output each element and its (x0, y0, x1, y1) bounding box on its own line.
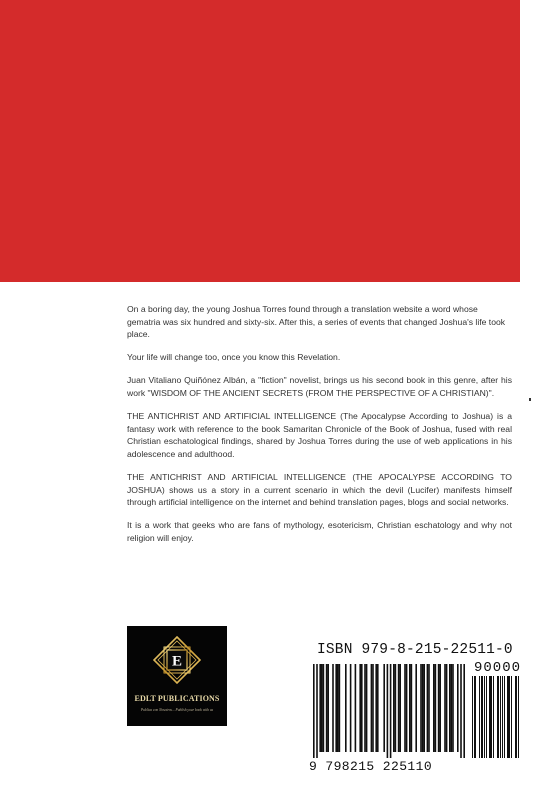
barcode-bar (327, 664, 329, 752)
barcode-bar (420, 664, 422, 752)
barcode-bar (516, 676, 517, 758)
barcode-bar (411, 664, 413, 752)
barcode-bar (393, 664, 395, 752)
barcode-bar (498, 676, 499, 758)
barcode-bar (366, 664, 368, 752)
barcode-bar (335, 664, 337, 752)
barcode-bar (449, 664, 451, 752)
barcode-bar (433, 664, 435, 752)
barcode-bar (361, 664, 363, 752)
barcode-bar (390, 664, 392, 758)
barcode-bar (375, 664, 377, 752)
barcode-bar (345, 664, 347, 752)
barcode-bar (316, 664, 318, 758)
publisher-logo (127, 626, 227, 726)
barcode-bar (493, 676, 494, 758)
barcode-bar (479, 676, 480, 758)
barcode-bar (518, 676, 519, 758)
barcode-bar (323, 664, 325, 752)
barcode-bar (395, 664, 397, 752)
publisher-slogan: Publica con Nosotros... Publish your book with us (140, 708, 214, 712)
barcode-bar (326, 664, 328, 752)
blurb-paragraph-2: Your life will change too, once you know this Revelation. (127, 352, 341, 363)
barcode-bar (399, 664, 401, 752)
barcode-bar (383, 664, 385, 752)
barcode-bar (435, 664, 437, 752)
barcode-bar (489, 676, 490, 758)
barcode-bar (371, 664, 373, 752)
barcode-bar (359, 664, 361, 752)
barcode-bar (472, 676, 473, 758)
ean13-barcode-bars (313, 664, 465, 758)
barcode-bar (404, 664, 406, 752)
publisher-emblem-letter: E (171, 653, 183, 670)
barcode-bar (457, 664, 459, 752)
blurb-paragraph-4: THE ANTICHRIST AND ARTIFICIAL INTELLIGENCE (The Apocalypse According to Joshua) is a fantasy work with reference to the book Samaritan Chronicle of the Book of Joshua, fused with real Christian eschatological findings, shared by Joshua Torres during the use of web applications in his adolescence and adulthood. (127, 411, 512, 459)
back-cover-blurb (127, 303, 512, 555)
blurb-paragraph-3: Juan Vitaliano Quiñónez Albán, a "fiction" novelist, brings us his second book in this genre, after his work "WISDOM OF THE ANCIENT SECRETS (FROM THE PERSPECTIVE OF A CHRISTIAN)". (127, 375, 512, 398)
blurb-paragraph-5: THE ANTICHRIST AND ARTIFICIAL INTELLIGENCE (THE APOCALYPSE ACCORDING TO JOSHUA) shows us a story in a current scenario in which the devil (Lucifer) manifests himself through artificial intelligence on the internet and behind translation pages, blogs and social networks. (127, 471, 512, 508)
barcode-bar (451, 664, 453, 752)
isbn-barcode (307, 636, 522, 776)
barcode-bar (444, 664, 446, 752)
barcode-bar (463, 664, 465, 758)
barcode-bar (508, 676, 509, 758)
barcode-bar (515, 676, 516, 758)
page-edge (520, 0, 533, 800)
barcode-bar (511, 676, 512, 758)
barcode-bar (372, 664, 374, 752)
barcode-bar (491, 676, 492, 758)
barcode-bar (398, 664, 400, 752)
barcode-bar (497, 676, 498, 758)
barcode-bar (377, 664, 379, 752)
barcode-bar (350, 664, 352, 752)
blurb-paragraph-6: It is a work that geeks who are fans of mythology, esotericism, Christian eschatology and why not religion will enjoy. (127, 520, 512, 543)
cover-red-band (0, 0, 520, 282)
barcode-bar (474, 676, 475, 758)
barcode-bar (504, 676, 505, 758)
barcode-bar (481, 676, 482, 758)
gold-diamond-emblem-icon (153, 636, 201, 684)
isbn-text: ISBN 979-8-215-22511-0 (317, 642, 513, 658)
blurb-paragraph-1: On a boring day, the young Joshua Torres found through a translation website a word whose gematria was six hundred and sixty-six. After this, a series of events that changed Joshua's life took place. (127, 304, 506, 340)
barcode-bar (313, 664, 315, 758)
barcode-bar (452, 664, 454, 752)
addon-barcode-bars (471, 676, 519, 758)
barcode-bar (423, 664, 425, 752)
barcode-bar (427, 664, 429, 752)
barcode-bar (355, 664, 357, 752)
barcode-bar (319, 664, 321, 752)
ean-digits: 9 798215 225110 (309, 759, 433, 774)
barcode-bar (337, 664, 339, 752)
barcode-bar (482, 676, 483, 758)
barcode-bar (460, 664, 462, 758)
barcode-bar (509, 676, 510, 758)
barcode-bar (409, 664, 411, 752)
barcode-bar (475, 676, 476, 758)
barcode-bar (387, 664, 389, 758)
barcode-bar (339, 664, 341, 752)
barcode-bar (428, 664, 430, 752)
barcode-bar (507, 676, 508, 758)
barcode-bar (500, 676, 501, 758)
barcode-bar (438, 664, 440, 752)
barcode-bar (415, 664, 417, 752)
barcode-bar (486, 676, 487, 758)
barcode-bar (446, 664, 448, 752)
barcode-bar (439, 664, 441, 752)
barcode-bar (364, 664, 366, 752)
edge-mark (529, 398, 531, 401)
barcode-bar (321, 664, 323, 752)
barcode-bar (332, 664, 334, 752)
barcode-bar (422, 664, 424, 752)
barcode-bar (406, 664, 408, 752)
publisher-name: EDLT PUBLICATIONS (134, 694, 220, 703)
price-addon-digits: 90000 (474, 660, 522, 676)
barcode-bar (484, 676, 485, 758)
barcode-bar (490, 676, 491, 758)
barcode-bar (502, 676, 503, 758)
